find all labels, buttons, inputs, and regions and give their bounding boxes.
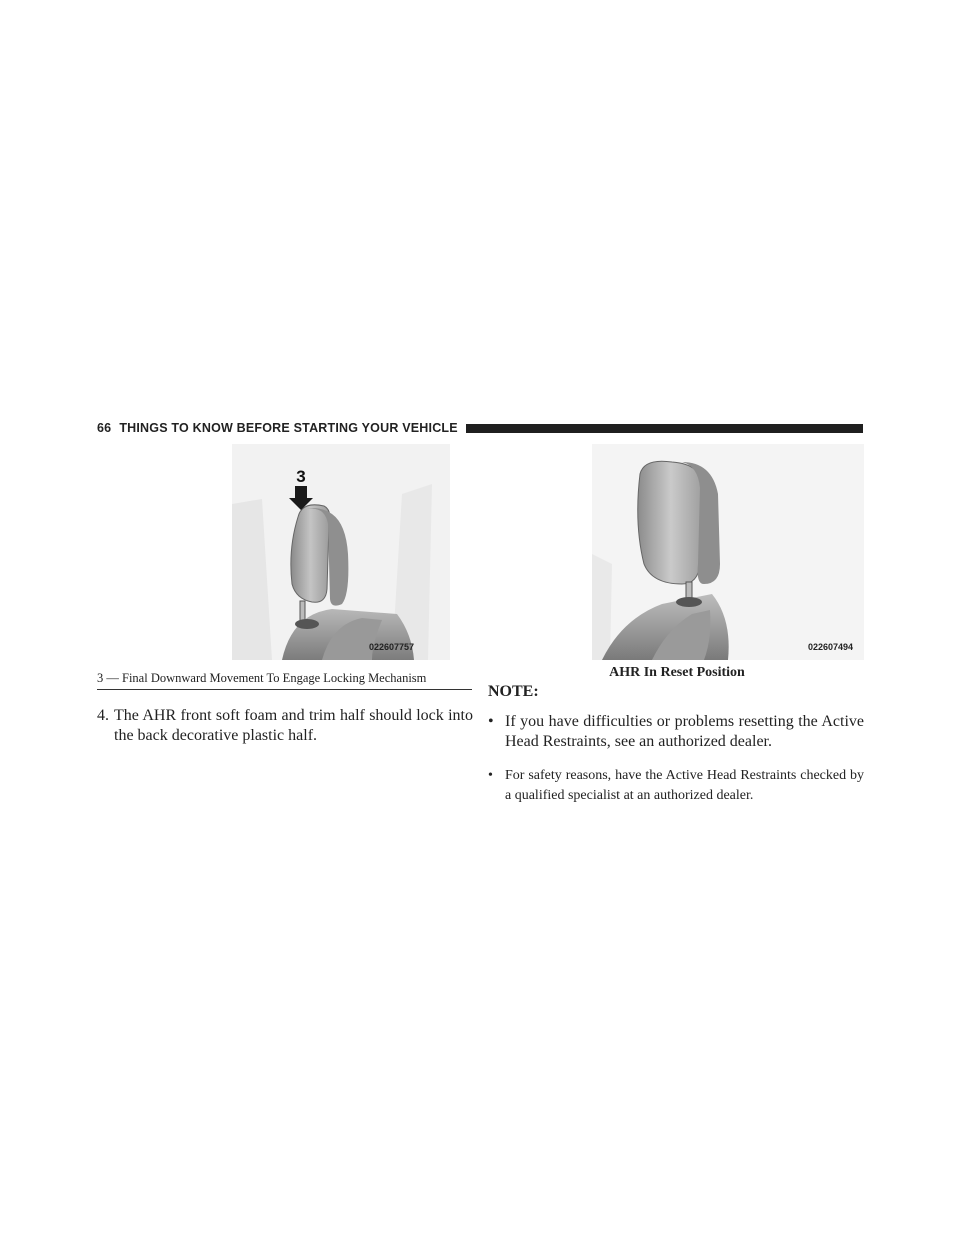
- headrest-illustration: [592, 444, 864, 660]
- note-bullet-text: For safety reasons, have the Active Head Restraints checked by a qualified specialist at an authorized dealer.: [505, 768, 864, 803]
- step-4: [97, 706, 473, 746]
- figure-final-downward-movement: [232, 444, 450, 660]
- figure-ahr-reset-position: [592, 444, 864, 660]
- figure-caption-right: AHR In Reset Position: [609, 665, 745, 680]
- page-header: [97, 420, 863, 436]
- arrow-label: 3: [296, 467, 306, 486]
- note-bullet: [488, 712, 864, 752]
- header-rule: [466, 424, 863, 433]
- bullet-marker: •: [488, 768, 493, 783]
- bullet-marker: •: [488, 713, 494, 730]
- step-text: The AHR front soft foam and trim half should lock into the back decorative plastic half.: [114, 707, 473, 744]
- headrest-illustration: [232, 444, 450, 660]
- figure-code: 022607494: [808, 642, 854, 652]
- note-bullet-text: If you have difficulties or problems resetting the Active Head Restraints, see an authorized dealer.: [505, 713, 864, 750]
- step-number: 4.: [97, 707, 109, 724]
- section-title: THINGS TO KNOW BEFORE STARTING YOUR VEHICLE: [119, 421, 458, 435]
- figure-caption-left: 3 — Final Downward Movement To Engage Locking Mechanism: [97, 671, 472, 690]
- note-title: NOTE:: [488, 683, 539, 700]
- note-bullet: [488, 766, 864, 806]
- figure-code: 022607757: [369, 642, 415, 652]
- page-number: 66: [97, 421, 112, 435]
